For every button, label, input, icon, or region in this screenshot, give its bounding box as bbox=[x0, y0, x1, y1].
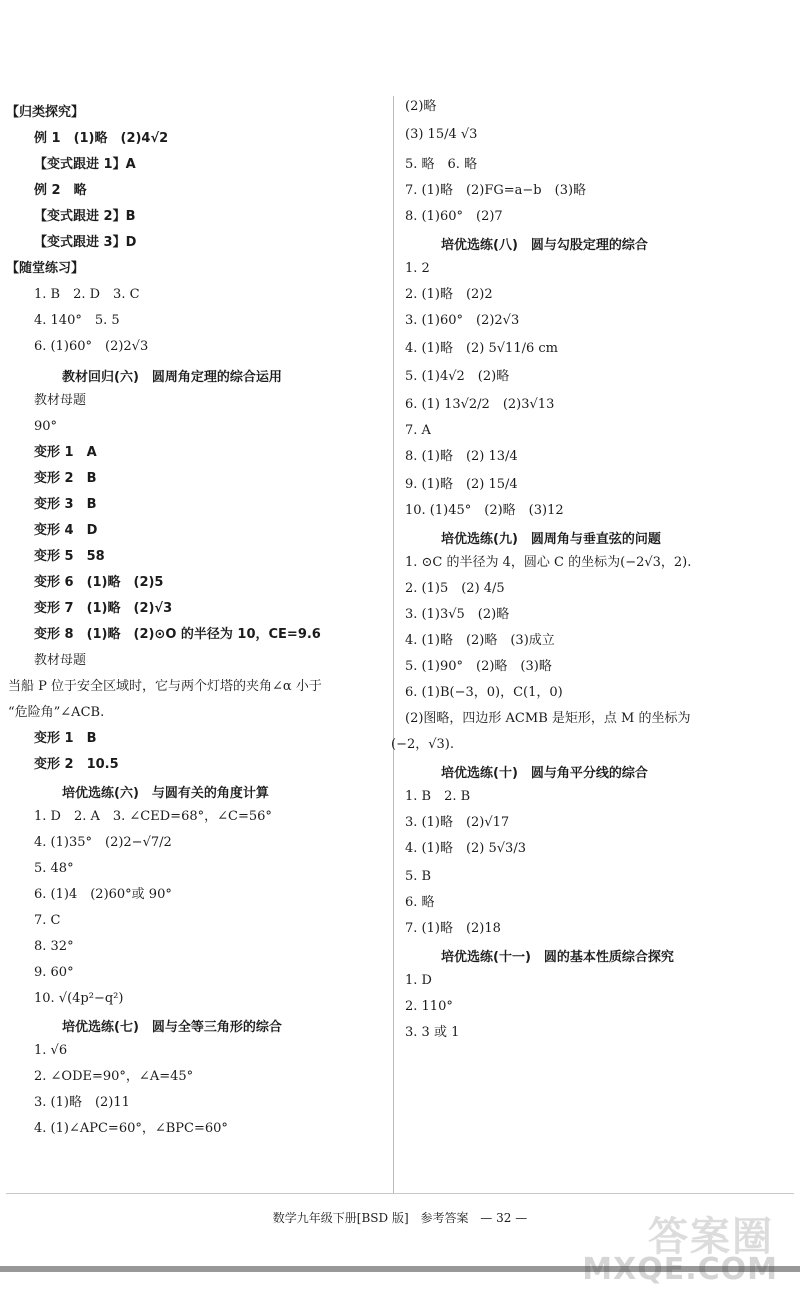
answer-line: 8. 32° bbox=[34, 939, 74, 954]
answer-line: 【变式跟进 2】B bbox=[34, 209, 136, 224]
answer-line: (3) 15/4 √3 bbox=[405, 127, 478, 142]
answer-line: 1. D bbox=[405, 973, 432, 988]
answer-line: 7. C bbox=[34, 913, 61, 928]
section-label: 【随堂练习】 bbox=[6, 261, 85, 276]
footer-rule bbox=[6, 1193, 794, 1194]
answer-line: 6. (1) 13√2/2 (2)3√13 bbox=[405, 397, 555, 412]
answer-line: 5. B bbox=[405, 869, 432, 884]
answer-line: 【变式跟进 1】A bbox=[34, 157, 136, 172]
answer-line: 10. √(4p²−q²) bbox=[34, 991, 124, 1006]
answer-line: 变形 3 B bbox=[34, 497, 97, 512]
answer-line: 5. 略 6. 略 bbox=[405, 157, 478, 172]
answer-line: 变形 6 (1)略 (2)5 bbox=[34, 575, 164, 590]
answer-line: 3. (1)略 (2)√17 bbox=[405, 815, 510, 830]
answer-line: 变形 2 10.5 bbox=[34, 757, 119, 772]
answer-line: 6. (1)4 (2)60°或 90° bbox=[34, 887, 172, 902]
answer-line: 变形 1 B bbox=[34, 731, 97, 746]
answer-line: (2)略 bbox=[405, 99, 437, 114]
answer-line: 变形 8 (1)略 (2)⊙O 的半径为 10，CE=9.6 bbox=[34, 627, 321, 642]
answer-line: 1. B 2. B bbox=[405, 789, 471, 804]
answer-line: 7. A bbox=[405, 423, 431, 438]
answer-line: 7. (1)略 (2)18 bbox=[405, 921, 501, 936]
answer-line: 8. (1)略 (2) 13/4 bbox=[405, 449, 518, 464]
section-heading: 培优选练(十一) 圆的基本性质综合探究 bbox=[441, 950, 674, 965]
footer-book-title: 数学九年级下册[BSD 版] bbox=[272, 1211, 409, 1225]
answer-line: 8. (1)60° (2)7 bbox=[405, 209, 503, 224]
site-watermark bbox=[600, 1205, 790, 1295]
section-heading: 培优选练(七) 圆与全等三角形的综合 bbox=[62, 1020, 282, 1035]
answer-line: 6. (1)60° (2)2√3 bbox=[34, 339, 149, 354]
answer-line: 1. ⊙C 的半径为 4，圆心 C 的坐标为(−2√3，2). bbox=[405, 555, 692, 570]
answer-line: 4. (1)略 (2) 5√11/6 cm bbox=[405, 341, 558, 356]
answer-line: 3. (1)3√5 (2)略 bbox=[405, 607, 510, 622]
answer-line: 4. (1)∠APC=60°，∠BPC=60° bbox=[34, 1121, 228, 1136]
answer-line: 1. B 2. D 3. C bbox=[34, 287, 140, 302]
answer-line: 当船 P 位于安全区域时，它与两个灯塔的夹角∠α 小于 bbox=[8, 679, 322, 694]
answer-line: 5. (1)90° (2)略 (3)略 bbox=[405, 659, 552, 674]
answer-line: 6. 略 bbox=[405, 895, 435, 910]
answer-line: 9. 60° bbox=[34, 965, 74, 980]
answer-line: 2. ∠ODE=90°，∠A=45° bbox=[34, 1069, 194, 1084]
answer-line: 9. (1)略 (2) 15/4 bbox=[405, 477, 518, 492]
answer-line: 90° bbox=[34, 419, 58, 434]
answer-line: 4. (1)35° (2)2−√7/2 bbox=[34, 835, 172, 850]
answer-line: 6. (1)B(−3，0)，C(1，0) bbox=[405, 685, 563, 700]
answer-line: 1. 2 bbox=[405, 261, 430, 276]
answer-line: 【变式跟进 3】D bbox=[34, 235, 137, 250]
answer-line: 2. 110° bbox=[405, 999, 453, 1014]
answer-line: 变形 5 58 bbox=[34, 549, 105, 564]
answer-line: 变形 2 B bbox=[34, 471, 97, 486]
answer-line: 4. (1)略 (2) 5√3/3 bbox=[405, 841, 526, 856]
section-heading: 培优选练(六) 与圆有关的角度计算 bbox=[62, 786, 269, 801]
answer-line: 1. D 2. A 3. ∠CED=68°，∠C=56° bbox=[34, 809, 272, 824]
answer-line: 变形 1 A bbox=[34, 445, 97, 460]
answer-line: 3. (1)略 (2)11 bbox=[34, 1095, 130, 1110]
section-heading: 培优选练(八) 圆与勾股定理的综合 bbox=[441, 238, 648, 253]
answer-line: 7. (1)略 (2)FG=a−b (3)略 bbox=[405, 183, 587, 198]
answer-line: 3. (1)60° (2)2√3 bbox=[405, 313, 520, 328]
answer-line: 教材母题 bbox=[34, 653, 87, 668]
answer-line: 5. 48° bbox=[34, 861, 74, 876]
answer-line: 10. (1)45° (2)略 (3)12 bbox=[405, 503, 564, 518]
section-label: 【归类探究】 bbox=[6, 105, 85, 120]
column-divider bbox=[393, 96, 394, 1194]
section-heading: 培优选练(十) 圆与角平分线的综合 bbox=[441, 766, 648, 781]
answer-line: 2. (1)5 (2) 4/5 bbox=[405, 581, 505, 596]
answer-line: 例 1 (1)略 (2)4√2 bbox=[34, 131, 169, 146]
section-heading: 教材回归(六) 圆周角定理的综合运用 bbox=[62, 370, 282, 385]
answer-line: 教材母题 bbox=[34, 393, 87, 408]
answer-line: 1. √6 bbox=[34, 1043, 68, 1058]
answer-line: 3. 3 或 1 bbox=[405, 1025, 460, 1040]
answer-line: 变形 4 D bbox=[34, 523, 98, 538]
answer-line: (−2，√3). bbox=[391, 737, 454, 752]
watermark-logo: 答案圈 bbox=[648, 1214, 774, 1260]
answer-line: 变形 7 (1)略 (2)√3 bbox=[34, 601, 173, 616]
answer-line: (2)图略，四边形 ACMB 是矩形，点 M 的坐标为 bbox=[405, 711, 691, 726]
answer-line: 例 2 略 bbox=[34, 183, 87, 198]
section-heading: 培优选练(九) 圆周角与垂直弦的问题 bbox=[441, 532, 661, 547]
scan-edge bbox=[0, 1266, 800, 1272]
footer-section-name: 参考答案 bbox=[420, 1211, 469, 1225]
footer-page-number: — 32 — bbox=[480, 1211, 528, 1225]
answer-line: 4. (1)略 (2)略 (3)成立 bbox=[405, 633, 555, 648]
answer-line: 4. 140° 5. 5 bbox=[34, 313, 120, 328]
answer-line: 2. (1)略 (2)2 bbox=[405, 287, 493, 302]
answer-line: “危险角”∠ACB. bbox=[8, 705, 105, 720]
answer-line: 5. (1)4√2 (2)略 bbox=[405, 369, 510, 384]
